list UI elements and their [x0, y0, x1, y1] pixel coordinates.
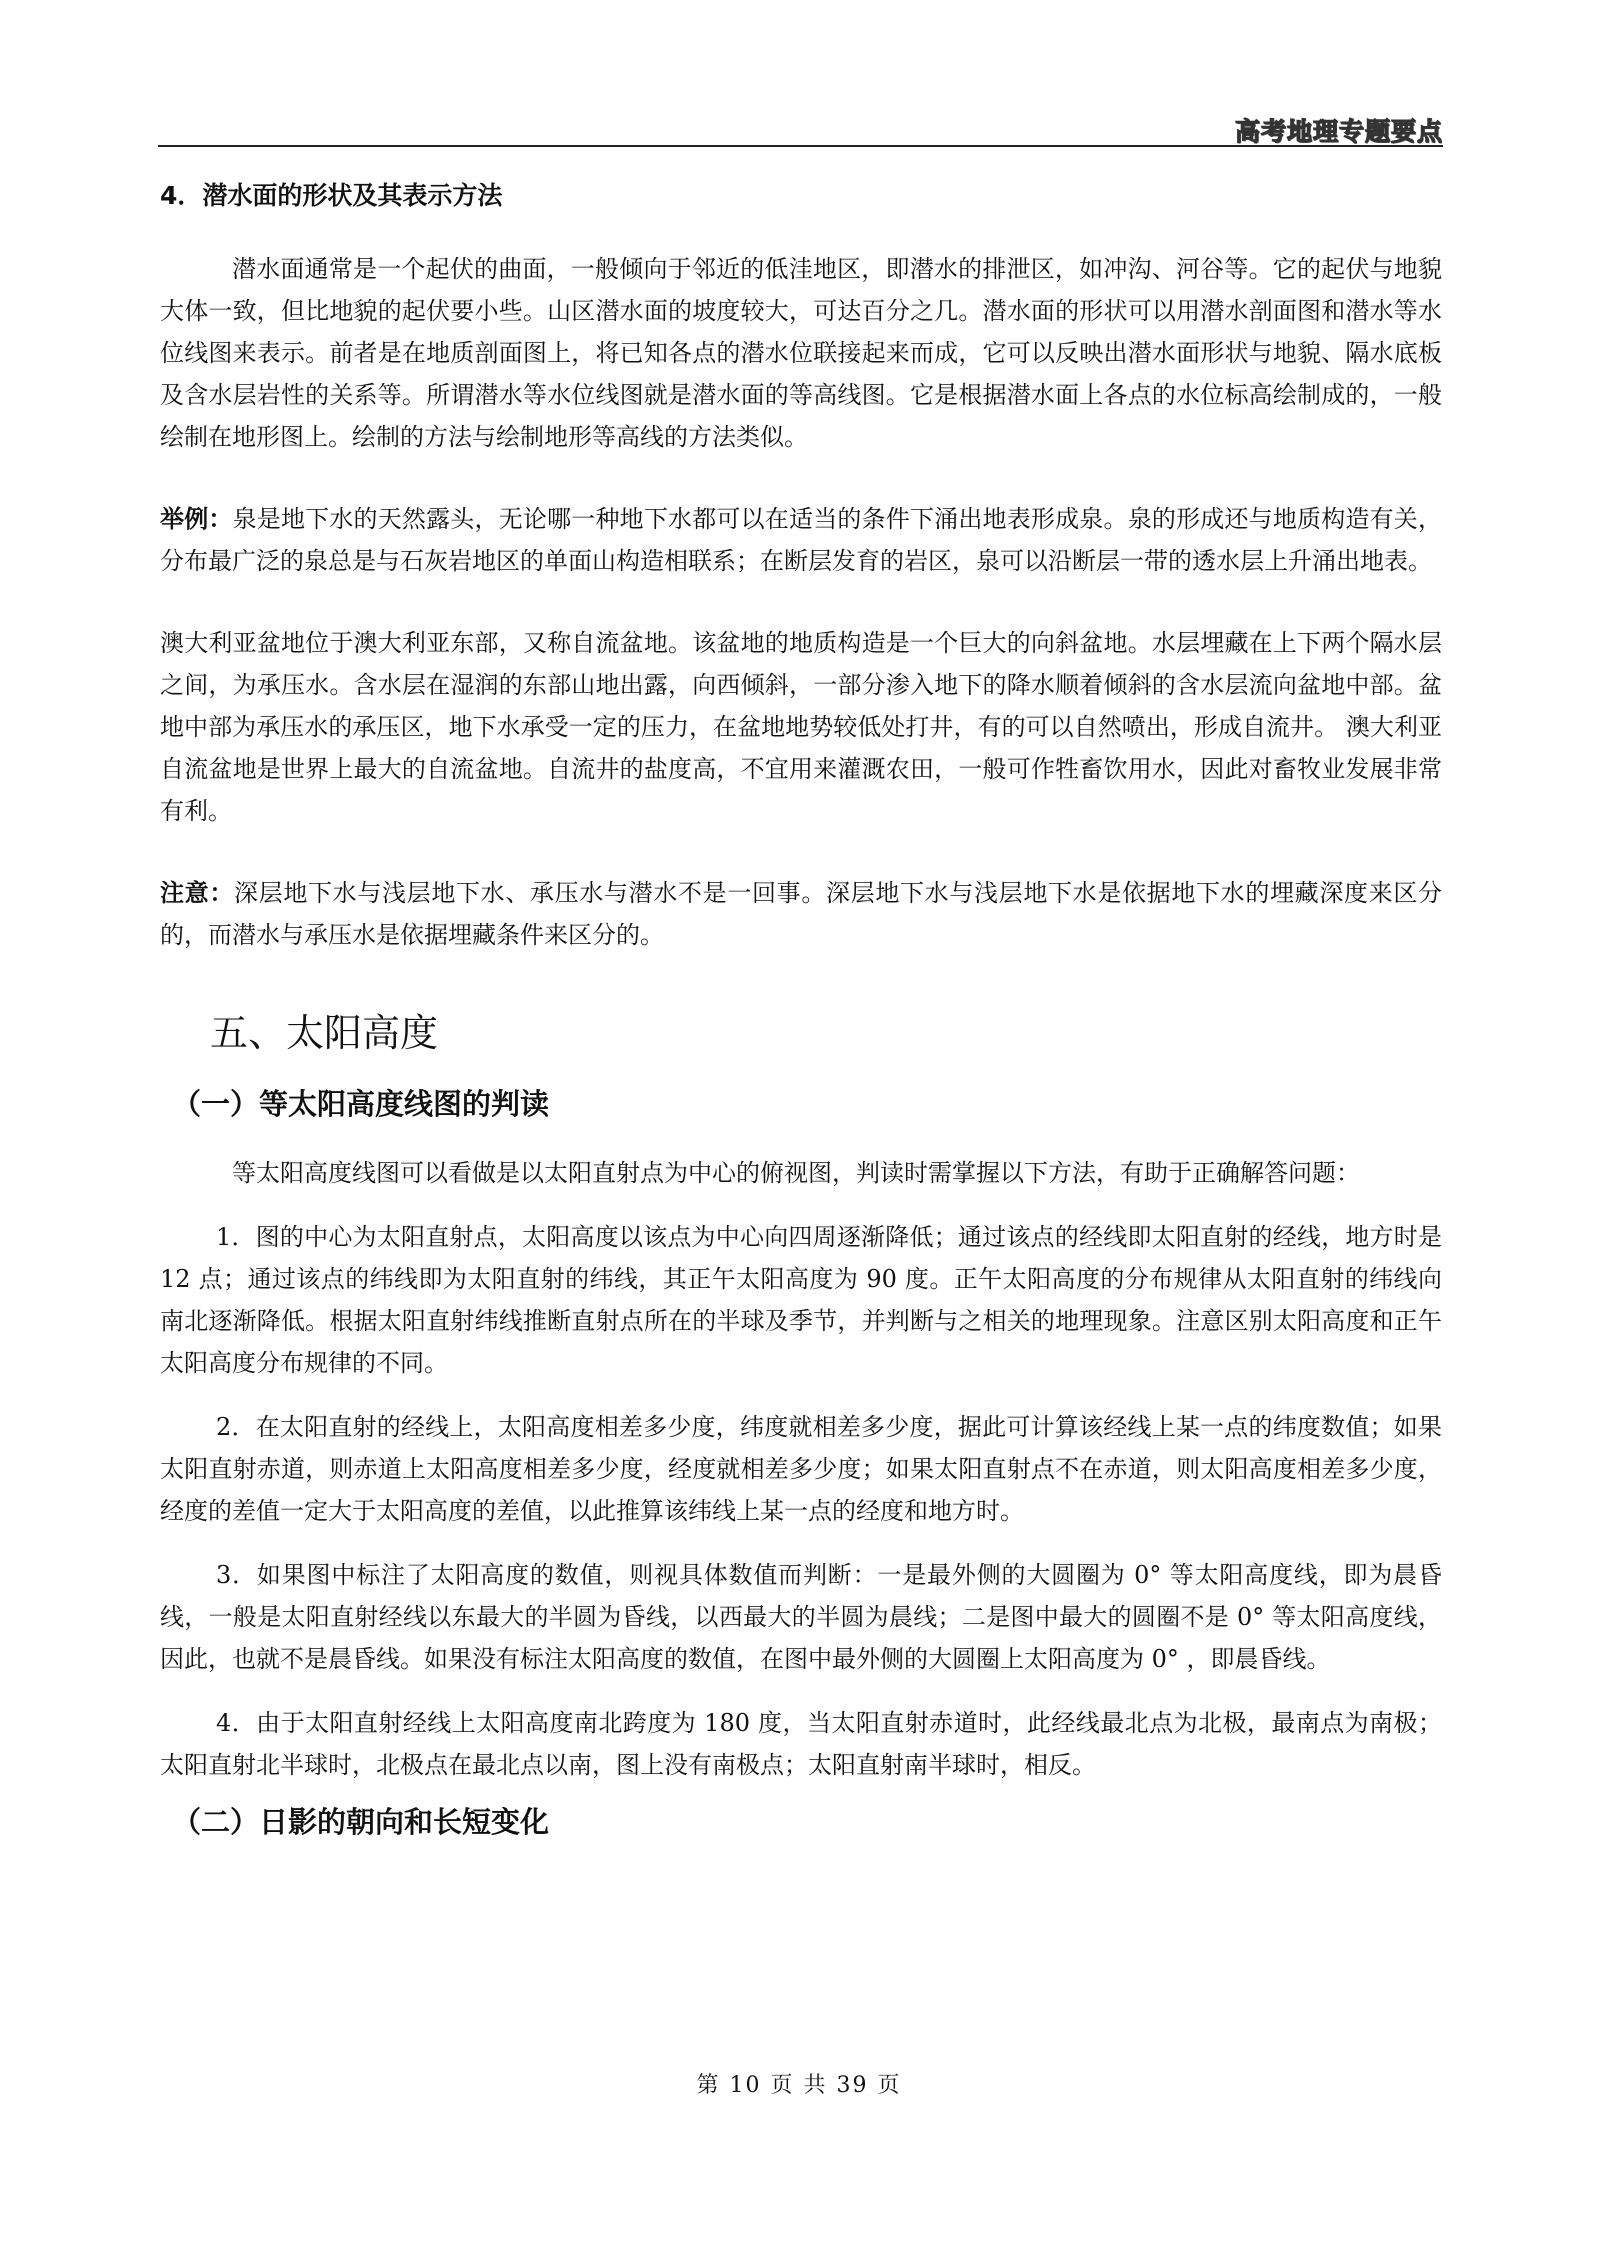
paragraph-phreatic-surface: 潜水面通常是一个起伏的曲面，一般倾向于邻近的低洼地区，即潜水的排泄区，如冲沟、河谷等。它的起伏与地貌大体一致，但比地貌的起伏要小些。山区潜水面的坡度较大，可达百分之几。潜水面的形状可以用潜水剖面图和潜水等水位线图来表示。前者是在地质剖面图上，将已知各点的潜水位联接起来而成，它可以反映出潜水面形状与地貌、隔水底板及含水层岩性的关系等。所谓潜水等水位线图就是潜水面的等高线图。它是根据潜水面上各点的水位标高绘制成的，一般绘制在地形图上。绘制的方法与绘制地形等高线的方法类似。	[160, 255, 1442, 451]
example-label: 举例：	[160, 505, 233, 533]
paragraph-example	[160, 498, 1442, 582]
section-5-heading: 五、太阳高度	[210, 1011, 439, 1055]
paragraph-australia-basin: 澳大利亚盆地位于澳大利亚东部，又称自流盆地。该盆地的地质构造是一个巨大的向斜盆地。水层埋藏在上下两个隔水层之间，为承压水。含水层在湿润的东部山地出露，向西倾斜，一部分渗入地下的降水顺着倾斜的含水层流向盆地中部。盆地中部为承压水的承压区，地下水承受一定的压力，在盆地地势较低处打井，有的可以自然喷出，形成自流井。 澳大利亚自流盆地是世界上最大的自流盆地。自流井的盐度高，不宜用来灌溉农田，一般可作牲畜饮用水，因此对畜牧业发展非常有利。	[160, 629, 1442, 825]
page-content	[160, 170, 1442, 1870]
note-text: 深层地下水与浅层地下水、承压水与潜水不是一回事。深层地下水与浅层地下水是依据地下水的埋藏深度来区分的，而潜水与承压水是依据埋藏条件来区分的。	[160, 879, 1442, 949]
list-item-1: 1．图的中心为太阳直射点，太阳高度以该点为中心向四周逐渐降低；通过该点的经线即太阳直射的经线，地方时是 12 点；通过该点的纬线即为太阳直射的纬线，其正午太阳高度为 90 度。正午太阳高度的分布规律从太阳直射的纬线向南北逐渐降低。根据太阳直射纬线推断直射点所在的半球及季节，并判断与之相关的地理现象。注意区别太阳高度和正午太阳高度分布规律的不同。	[160, 1223, 1442, 1377]
header-rule	[158, 145, 1443, 147]
note-label: 注意：	[160, 879, 234, 907]
paragraph-note	[160, 872, 1442, 956]
subsection-4-heading: 4．潜水面的形状及其表示方法	[160, 181, 503, 210]
subsection-1-heading: （一）等太阳高度线图的判读	[172, 1087, 550, 1121]
list-item-2: 2．在太阳直射的经线上，太阳高度相差多少度，纬度就相差多少度，据此可计算该经线上某一点的纬度数值；如果太阳直射赤道，则赤道上太阳高度相差多少度，经度就相差多少度；如果太阳直射点不在赤道，则太阳高度相差多少度，经度的差值一定大于太阳高度的差值，以此推算该纬线上某一点的经度和地方时。	[160, 1413, 1442, 1525]
example-text: 泉是地下水的天然露头，无论哪一种地下水都可以在适当的条件下涌出地表形成泉。泉的形成还与地质构造有关，分布最广泛的泉总是与石灰岩地区的单面山构造相联系；在断层发育的岩区，泉可以沿断层一带的透水层上升涌出地表。	[160, 505, 1442, 575]
page-number: 第 10 页 共 39 页	[696, 2073, 902, 2098]
running-header-title: 高考地理专题要点	[1234, 117, 1443, 146]
paragraph-sub1-intro: 等太阳高度线图可以看做是以太阳直射点为中心的俯视图，判读时需掌握以下方法，有助于正确解答问题：	[232, 1159, 1360, 1187]
list-item-4: 4．由于太阳直射经线上太阳高度南北跨度为 180 度，当太阳直射赤道时，此经线最北点为北极，最南点为南极；太阳直射北半球时，北极点在最北点以南，图上没有南极点；太阳直射南半球时，相反。	[160, 1709, 1442, 1779]
subsection-2-heading: （二）日影的朝向和长短变化	[172, 1805, 550, 1839]
list-item-3: 3．如果图中标注了太阳高度的数值，则视具体数值而判断：一是最外侧的大圆圈为 0° 等太阳高度线，即为晨昏线，一般是太阳直射经线以东最大的半圆为昏线，以西最大的半圆为晨线；二是图中最大的圆圈不是 0° 等太阳高度线，因此，也就不是晨昏线。如果没有标注太阳高度的数值，在图中最外侧的大圆圈上太阳高度为 0° ，即晨昏线。	[160, 1561, 1442, 1673]
